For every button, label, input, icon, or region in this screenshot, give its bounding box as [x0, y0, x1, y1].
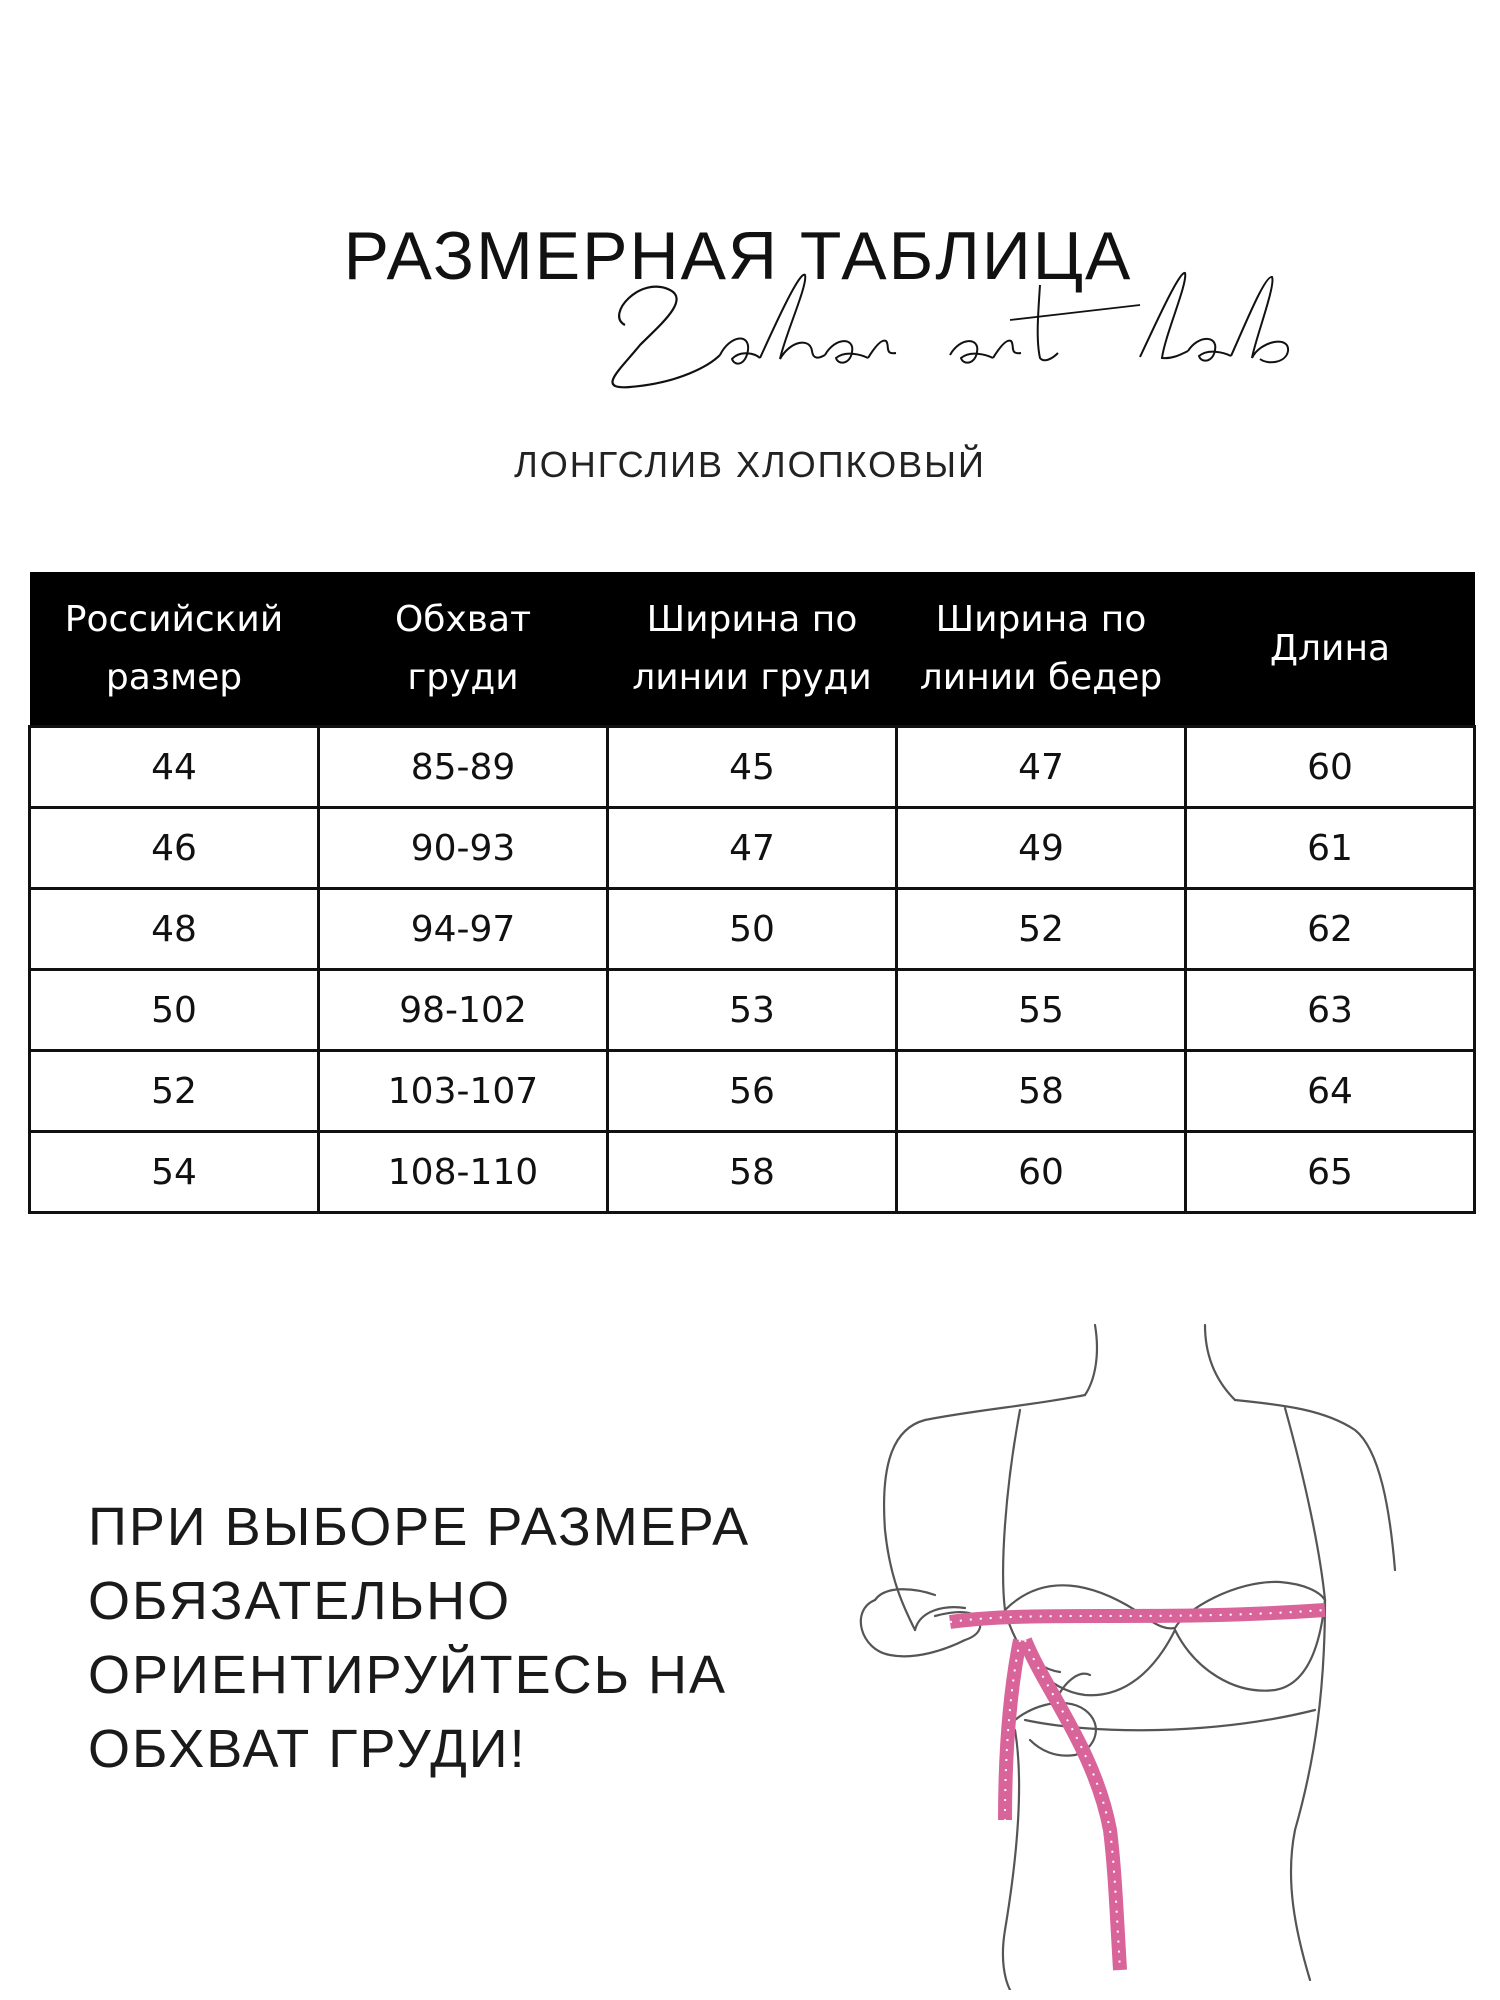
table-cell: 50 — [30, 970, 319, 1051]
product-subtitle: ЛОНГСЛИВ ХЛОПКОВЫЙ — [514, 444, 986, 485]
column-header: Длина — [1186, 572, 1475, 727]
table-cell: 55 — [897, 970, 1186, 1051]
table-row — [30, 808, 1475, 889]
table-header-row — [30, 572, 1475, 727]
page-title: РАЗМЕРНАЯ ТАБЛИЦА — [343, 218, 1133, 294]
table-cell: 85-89 — [319, 727, 608, 808]
table-cell: 50 — [608, 889, 897, 970]
table-cell: 47 — [897, 727, 1186, 808]
table-cell: 98-102 — [319, 970, 608, 1051]
table-cell: 56 — [608, 1051, 897, 1132]
table-cell: 64 — [1186, 1051, 1475, 1132]
table-row — [30, 1051, 1475, 1132]
table-cell: 53 — [608, 970, 897, 1051]
table-cell: 103-107 — [319, 1051, 608, 1132]
note-line: ПРИ ВЫБОРЕ РАЗМЕРА — [88, 1497, 751, 1557]
table-cell: 52 — [897, 889, 1186, 970]
table-cell: 44 — [30, 727, 319, 808]
size-advice-note — [88, 1490, 848, 1786]
table-cell: 108-110 — [319, 1132, 608, 1213]
table-cell: 90-93 — [319, 808, 608, 889]
table-row — [30, 889, 1475, 970]
size-table — [28, 572, 1476, 1214]
table-cell: 65 — [1186, 1132, 1475, 1213]
table-cell: 52 — [30, 1051, 319, 1132]
table-cell: 46 — [30, 808, 319, 889]
table-cell: 47 — [608, 808, 897, 889]
table-row — [30, 727, 1475, 808]
table-cell: 45 — [608, 727, 897, 808]
brand-logo — [600, 255, 1400, 405]
table-cell: 60 — [897, 1132, 1186, 1213]
column-header: Ширина по линии бедер — [897, 572, 1186, 727]
column-header: Российский размер — [30, 572, 319, 727]
table-cell: 58 — [608, 1132, 897, 1213]
note-line: ОБЯЗАТЕЛЬНО — [88, 1571, 512, 1631]
table-cell: 94-97 — [319, 889, 608, 970]
size-table-container — [28, 572, 1476, 1214]
column-header: Обхват груди — [319, 572, 608, 727]
table-cell: 62 — [1186, 889, 1475, 970]
table-cell: 49 — [897, 808, 1186, 889]
note-line: ОРИЕНТИРУЙТЕСЬ НА — [88, 1645, 728, 1705]
column-header: Ширина по линии груди — [608, 572, 897, 727]
table-cell: 63 — [1186, 970, 1475, 1051]
table-cell: 54 — [30, 1132, 319, 1213]
table-row — [30, 1132, 1475, 1213]
bust-measuring-tape-icon — [855, 1310, 1475, 1990]
table-row — [30, 970, 1475, 1051]
note-line: ОБХВАТ ГРУДИ! — [88, 1719, 527, 1779]
table-cell: 48 — [30, 889, 319, 970]
table-cell: 60 — [1186, 727, 1475, 808]
table-cell: 61 — [1186, 808, 1475, 889]
table-cell: 58 — [897, 1051, 1186, 1132]
